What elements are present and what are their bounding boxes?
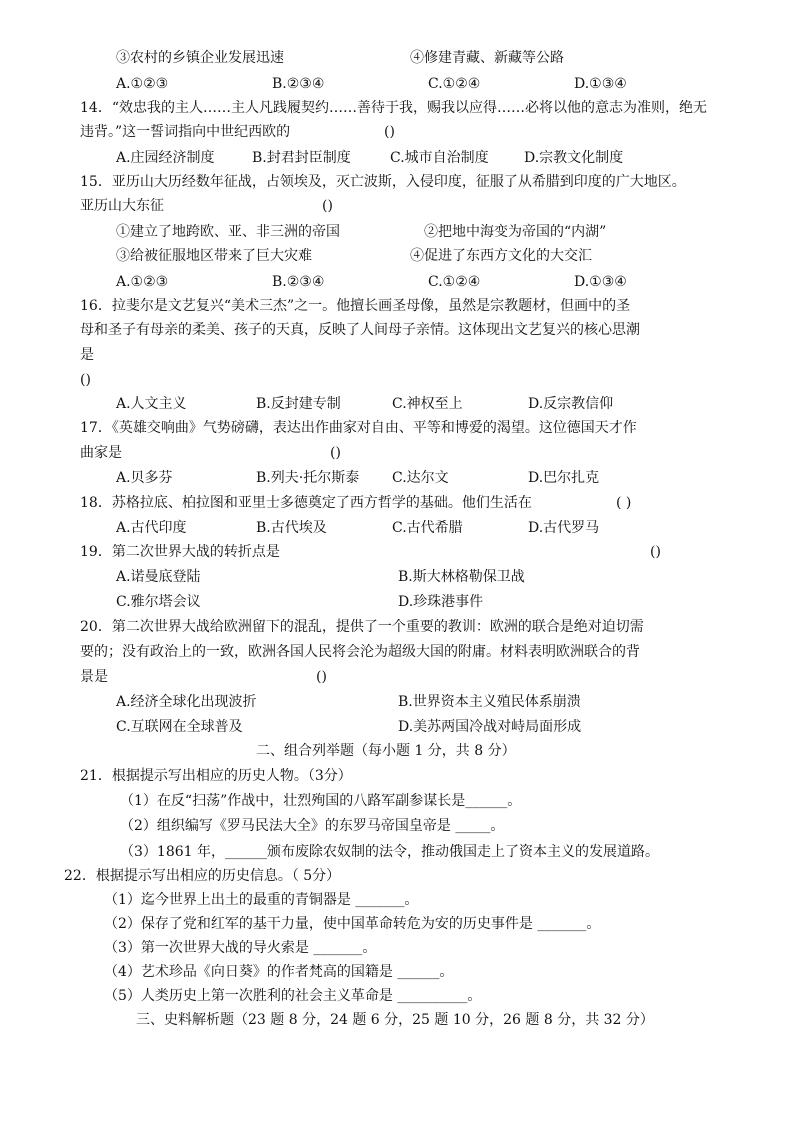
q16-option-c: C.神权至上 — [392, 396, 463, 412]
q14-option-b: B.封君封臣制度 — [252, 150, 351, 166]
q15-option-d: D.①③④ — [574, 274, 627, 290]
q13-option-d: D.①③④ — [574, 76, 627, 92]
q18-stem-line1: 18．苏格拉底、柏拉图和亚里士多德奠定了西方哲学的基础。他们生活在 — [80, 495, 532, 511]
q15-option-b: B.②③④ — [272, 274, 325, 290]
q20-stem-line1: 20．第二次世界大战给欧洲留下的混乱，提供了一个重要的教训：欧洲的联合是绝对迫切需 — [80, 619, 644, 635]
q22-stem: 22．根据提示写出相应的历史信息。（ 5分） — [64, 868, 341, 884]
q22-item1: （1）迄今世界上出土的最重的青铜器是 _______。 — [104, 892, 419, 908]
q13-option-b: B.②③④ — [272, 76, 325, 92]
q16-stem-line2: 母和圣子有母亲的柔美、孩子的天真，反映了人间母子亲情。这体现出文艺复兴的核心思潮 — [80, 322, 640, 338]
q18-option-d: D.古代罗马 — [528, 520, 600, 536]
q20-stem-line2: 要的；没有政治上的一致，欧洲各国人民将会沦为超级大国的附庸。材料表明欧洲联合的背 — [80, 644, 640, 660]
q15-stem-line1: 15．亚历山大历经数年征战，占领埃及，灭亡波斯，入侵印度，征服了从希腊到印度的广大地区。 — [80, 174, 686, 190]
q17-option-d: D.巴尔扎克 — [528, 470, 600, 486]
q16-option-a: A.人文主义 — [116, 396, 187, 412]
q14-answer-paren: () — [384, 124, 395, 140]
q18-option-a: A.古代印度 — [116, 520, 187, 536]
q22-item4: （4）艺术珍品《向日葵》的作者梵高的国籍是 ______。 — [104, 964, 454, 980]
q17-option-a: A.贝多芬 — [116, 470, 173, 486]
q13-option-a: A.①②③ — [116, 76, 169, 92]
q15-answer-paren: () — [322, 198, 333, 214]
q16-option-d: D.反宗教信仰 — [528, 396, 614, 412]
q20-option-a: A.经济全球化出现波折 — [116, 694, 257, 710]
q16-stem-line3: 是 — [80, 347, 94, 363]
q21-item2: （2）组织编写《罗马民法大全》的东罗马帝国皇帝是 _____。 — [120, 818, 505, 834]
q19-stem-line1: 19．第二次世界大战的转折点是 — [80, 544, 280, 560]
q16-stem-line1: 16．拉斐尔是文艺复兴“美术三杰”之一。他擅长画圣母像，虽然是宗教题材，但画中的圣 — [80, 298, 631, 314]
q15-option-c: C.①②④ — [428, 274, 481, 290]
q18-option-c: C.古代希腊 — [392, 520, 463, 536]
q15-item1: ①建立了地跨欧、亚、非三洲的帝国 — [116, 224, 340, 240]
q19-option-d: D.珍珠港事件 — [398, 594, 484, 610]
q16-option-b: B.反封建专制 — [256, 396, 341, 412]
q15-stem-line2: 亚历山大东征 — [80, 198, 164, 214]
q21-item1: （1）在反“扫荡”作战中，壮烈殉国的八路军副参谋长是______。 — [120, 793, 522, 809]
q19-option-a: A.诺曼底登陆 — [116, 569, 201, 585]
q21-stem: 21．根据提示写出相应的历史人物。（3分） — [80, 768, 352, 784]
q15-item3: ③给被征服地区带来了巨大灾难 — [116, 248, 312, 264]
q13-option-c: C.①②④ — [428, 76, 481, 92]
q13-item4: ④修建青藏、新藏等公路 — [410, 50, 564, 66]
q22-item5: （5）人类历史上第一次胜利的社会主义革命是 __________。 — [104, 988, 482, 1004]
q17-option-b: B.列夫·托尔斯泰 — [256, 470, 360, 486]
section-3-title: 三、史料解析题（23 题 8 分，24 题 6 分，25 题 10 分，26 题 8 分，共 32 分） — [136, 1012, 654, 1028]
q20-option-c: C.互联网在全球普及 — [116, 719, 243, 735]
q17-option-c: C.达尔文 — [392, 470, 449, 486]
q14-stem-line1: 14．“效忠我的主人……主人凡践履契约……善待于我，赐我以应得……必将以他的意志为准则，绝无 — [80, 100, 707, 116]
q22-item2: （2）保存了党和红军的基干力量，使中国革命转危为安的历史事件是 _______。 — [104, 916, 601, 932]
q14-option-c: C.城市自治制度 — [390, 150, 489, 166]
q14-option-d: D.宗教文化制度 — [524, 150, 624, 166]
q20-answer-paren: () — [316, 669, 327, 685]
section-2-title: 二、组合列举题（每小题 1 分，共 8 分） — [256, 743, 516, 759]
q15-item4: ④促进了东西方文化的大交汇 — [410, 248, 592, 264]
q18-answer-paren: ( ) — [616, 495, 632, 511]
q13-item3: ③农村的乡镇企业发展迅速 — [116, 50, 284, 66]
q20-option-b: B.世界资本主义殖民体系崩溃 — [398, 694, 581, 710]
q19-answer-paren: () — [650, 544, 661, 560]
q17-stem-line2: 曲家是 — [80, 445, 122, 461]
q18-option-b: B.古代埃及 — [256, 520, 327, 536]
q15-item2: ②把地中海变为帝国的“内湖” — [424, 224, 607, 240]
q19-option-c: C.雅尔塔会议 — [116, 594, 201, 610]
q20-stem-line3: 景是 — [80, 669, 108, 685]
q14-stem-line2: 违背。”这一誓词指向中世纪西欧的 — [80, 124, 291, 140]
q17-stem-line1: 17．《英雄交响曲》气势磅礴，表达出作曲家对自由、平等和博爱的渴望。这位德国天才作 — [80, 420, 637, 436]
q21-item3: （3）1861 年，______颁布废除农奴制的法令，推动俄国走上了资本主义的发展道路。 — [120, 844, 659, 860]
q17-answer-paren: () — [330, 445, 341, 461]
q20-option-d: D.美苏两国冷战对峙局面形成 — [398, 719, 582, 735]
q19-option-b: B.斯大林格勒保卫战 — [398, 569, 525, 585]
q15-option-a: A.①②③ — [116, 274, 169, 290]
q22-item3: （3）第一次世界大战的导火索是 _______。 — [104, 940, 377, 956]
q16-answer-paren: () — [80, 372, 91, 388]
q14-option-a: A.庄园经济制度 — [116, 150, 215, 166]
